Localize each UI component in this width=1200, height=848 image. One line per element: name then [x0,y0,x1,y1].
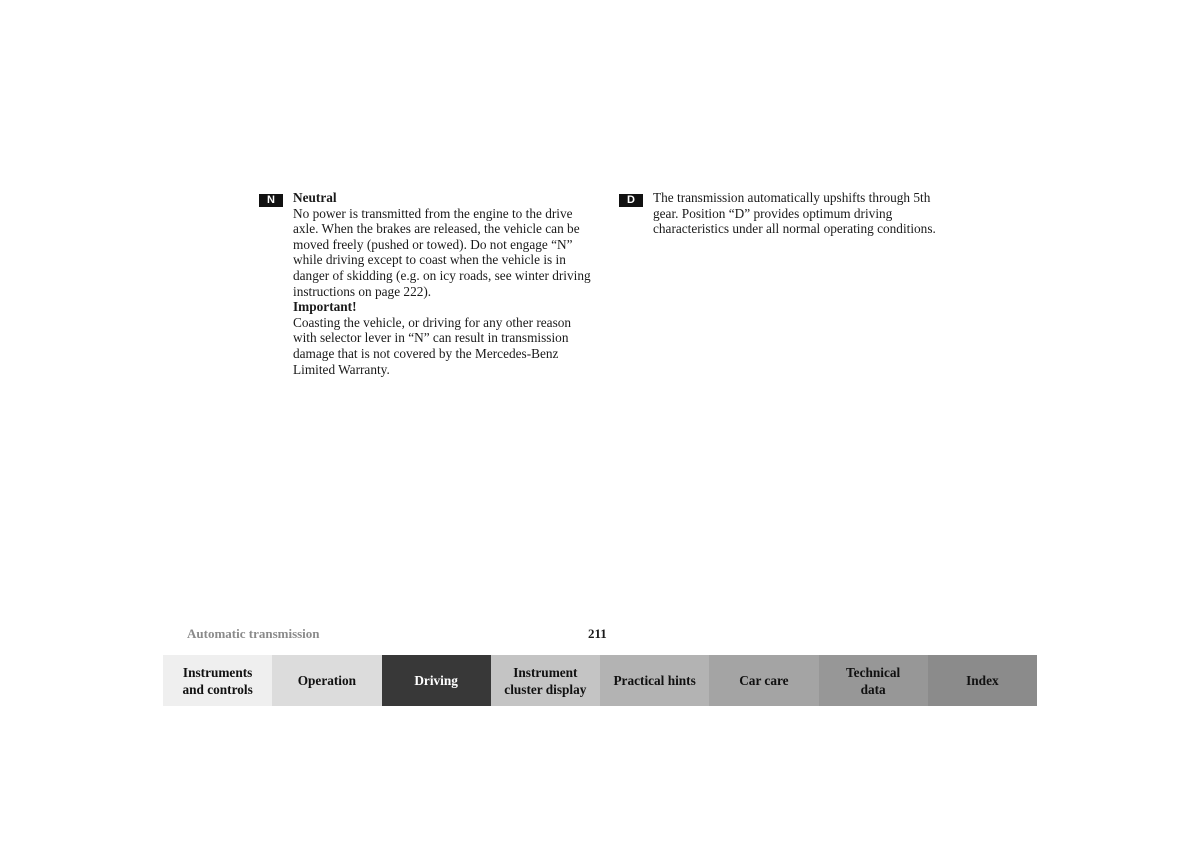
neutral-section [293,190,593,377]
gear-position-n-marker: N [259,194,283,207]
gear-position-d-marker: D [619,194,643,207]
tab-index[interactable]: Index [928,655,1037,706]
page-number: 211 [588,626,607,641]
tab-instruments-and-controls[interactable]: Instruments and controls [163,655,272,706]
important-heading: Important! [293,299,357,315]
drive-description: The transmission automatically upshifts through 5th gear. Position “D” provides optimum driving characteristics under all normal operating conditions. [653,190,936,237]
important-warning-text: Coasting the vehicle, or driving for any other reason with selector lever in “N” can result in transmission damage that is not covered by the Mercedes-Benz Limited Warranty. [293,314,572,377]
tab-instrument-cluster-display[interactable]: Instrument cluster display [491,655,600,706]
neutral-description: No power is transmitted from the engine to the drive axle. When the brakes are released, the vehicle can be moved freely (pushed or towed). Do not engage “N” while driving except to coast when the vehicle is in danger of skidding (e.g. on icy roads, see winter driving instructions on page 222). [293,205,591,299]
section-title: Automatic transmission [187,626,320,641]
tab-technical-data[interactable]: Technical data [819,655,928,706]
tab-practical-hints[interactable]: Practical hints [600,655,709,706]
tab-driving[interactable]: Driving [382,655,491,706]
chapter-tab-bar [163,655,1037,706]
tab-car-care[interactable]: Car care [709,655,818,706]
drive-section [653,190,953,237]
neutral-heading: Neutral [293,190,337,205]
tab-operation[interactable]: Operation [272,655,381,706]
